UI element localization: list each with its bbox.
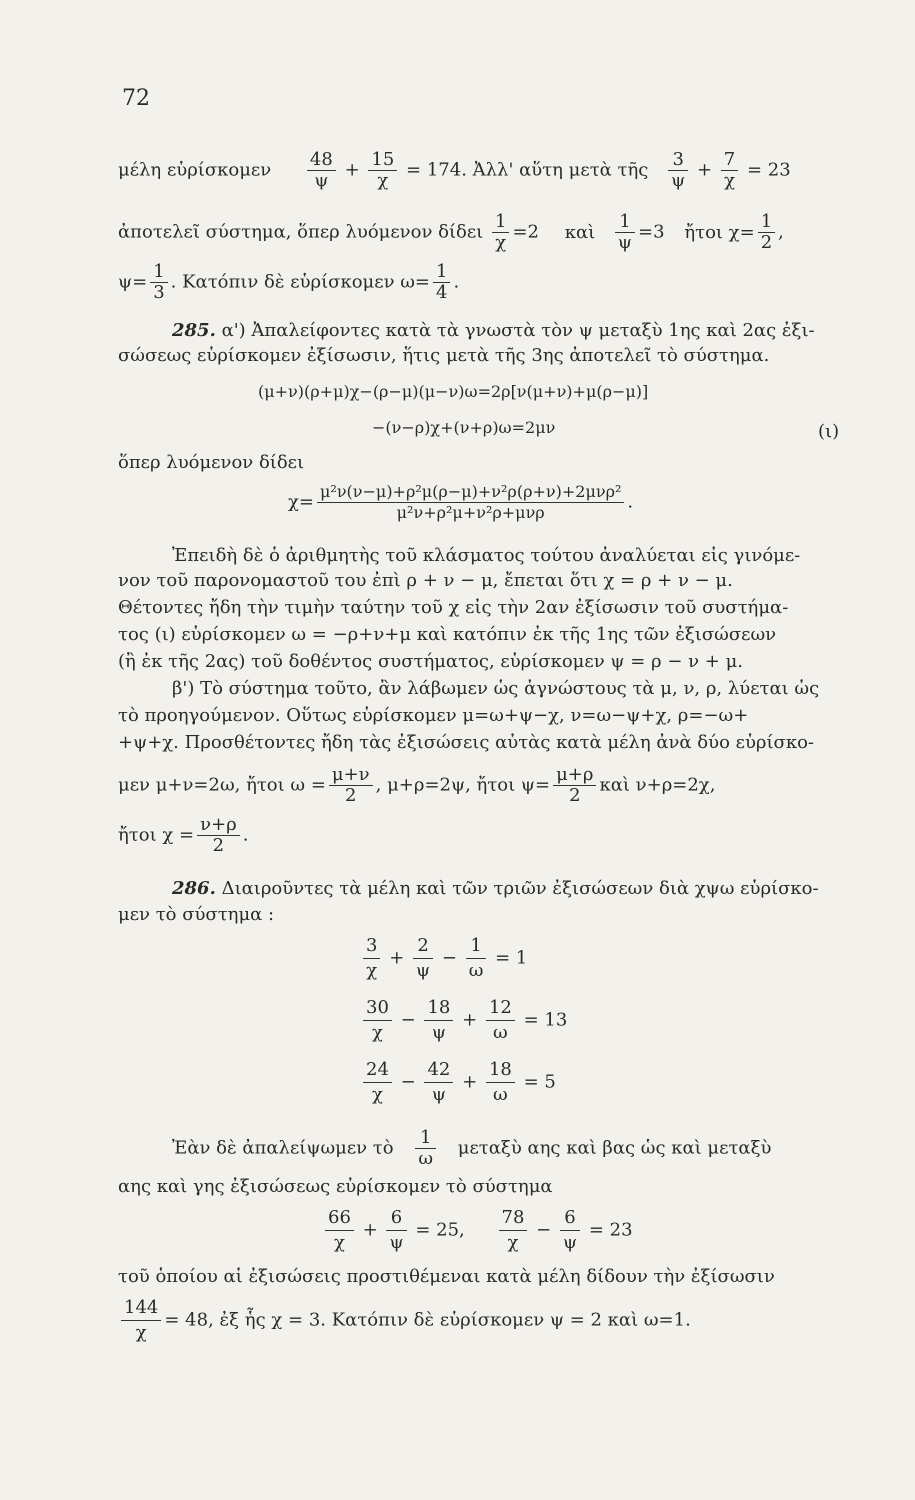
fraction: $\frac{2}{\psi}$ <box>413 934 433 983</box>
fraction: $\frac{1}{4}$ <box>433 262 450 303</box>
operator: . <box>453 271 460 293</box>
text-segment: ἤτοι χ = <box>118 824 195 846</box>
fraction: $\frac{\nu+\rho}{2}$ <box>197 815 240 856</box>
text-line <box>172 1128 771 1169</box>
section-286-line-1 <box>172 878 819 900</box>
operator: + <box>389 947 405 969</box>
section-number: 285. <box>172 320 216 341</box>
text-line <box>118 815 248 856</box>
fraction: $\frac{48}{\psi}$ <box>307 150 336 191</box>
fraction: $\frac{24}{\chi}$ <box>363 1058 392 1107</box>
text-line: τὸ προηγούμενον. Οὕτως εὑρίσκομεν μ=ω+ψ−χ, ν=ω−ψ+χ, ρ=−ω+ <box>118 705 749 726</box>
text-segment: = 25, <box>415 1219 465 1241</box>
system-eq-2 <box>360 996 567 1045</box>
text-segment: α') Ἀπαλείφοντες κατὰ τὰ γνωστὰ τὸν ψ μεταξὺ 1ης καὶ 2ας ἐξι- <box>221 320 815 341</box>
text-line: (ἢ ἐκ τῆς 2ας) τοῦ δοθέντος συστήματος, εὑρίσκομεν ψ = ρ − ν + μ. <box>118 651 744 672</box>
text-segment: μεν μ+ν=2ω, ἤτοι ω = <box>118 774 326 796</box>
text-line <box>118 150 791 191</box>
operator: , <box>778 221 784 243</box>
text-line: Θέτοντες ἤδη τὴν τιμὴν ταύτην τοῦ χ εἰς τὴν 2αν ἐξίσωσιν τοῦ συστήμα- <box>118 597 789 618</box>
text-segment: καὶ <box>564 221 596 243</box>
page-number: 72 <box>122 86 150 111</box>
fraction: $\frac{\mu+\rho}{2}$ <box>553 765 596 806</box>
fraction: $\frac{7}{\chi}$ <box>721 150 738 191</box>
fraction: $\frac{78}{\chi}$ <box>499 1206 528 1255</box>
text-line: νον τοῦ παρονομαστοῦ του ἐπὶ ρ + ν − μ, ἔπεται ὅτι χ = ρ + ν − μ. <box>118 570 733 591</box>
fraction: $\frac{1}{\psi}$ <box>615 212 635 253</box>
operator: . <box>242 824 249 846</box>
text-line <box>118 262 459 303</box>
text-segment: =2 <box>512 221 539 243</box>
text-segment: Ἐὰν δὲ ἀπαλείψωμεν τὸ <box>172 1137 394 1159</box>
text-segment: =3 <box>638 221 665 243</box>
equation-2: −(ν−ρ)χ+(ν+ρ)ω=2μν <box>372 418 556 437</box>
text-segment: = 174. Ἀλλ' αὕτη μετὰ τῆς <box>406 159 649 181</box>
operator: + <box>462 1009 478 1031</box>
fraction: $\frac{18}{\omega}$ <box>486 1058 515 1107</box>
text-segment: μεταξὺ αης καὶ βας ὡς καὶ μεταξὺ <box>457 1137 772 1159</box>
operator: − <box>400 1071 416 1093</box>
system-eq-1 <box>360 934 527 983</box>
operator: + <box>344 159 360 181</box>
text-line: Ἐπειδὴ δὲ ὁ ἀριθμητὴς τοῦ κλάσματος τούτου ἀναλύεται εἰς γινόμε- <box>172 545 801 566</box>
text-segment: . Κατόπιν δὲ εὑρίσκομεν ω= <box>170 271 430 293</box>
text-segment: ἤτοι χ= <box>684 221 755 243</box>
fraction: $\frac{\text{μ²ν(ν−μ)+ρ²μ(ρ−μ)+ν²ρ(ρ+ν)+2μνρ²}}{\text{μ²ν+ρ²μ+ν²ρ+μνρ}}$ <box>317 482 624 523</box>
text-line: αης καὶ γης ἐξισώσεως εὑρίσκομεν τὸ σύστημα <box>118 1176 553 1197</box>
text-line <box>118 765 715 806</box>
text-line: τος (ι) εὑρίσκομεν ω = −ρ+ν+μ καὶ κατόπιν ἐκ τῆς 1ης τῶν ἐξισώσεων <box>118 624 777 645</box>
text-segment: χ= <box>288 491 314 513</box>
text-segment: μέλη εὑρίσκομεν <box>118 159 272 181</box>
text-segment: Διαιροῦντες τὰ μέλη καὶ τῶν τριῶν ἐξισώσεων διὰ χψω εὑρίσκο- <box>221 878 819 899</box>
text-segment: = 48, ἐξ ἧς χ = 3. Κατόπιν δὲ εὑρίσκομεν ψ = 2 καὶ ω=1. <box>164 1309 691 1331</box>
text-line: σώσεως εὑρίσκομεν ἐξίσωσιν, ἥτις μετὰ τῆς 3ης ἀποτελεῖ τὸ σύστημα. <box>118 345 770 366</box>
text-line: τοῦ ὁποίου αἱ ἐξισώσεις προστιθέμεναι κατὰ μέλη δίδουν τὴν ἐξίσωσιν <box>118 1266 775 1287</box>
text-segment: = 23 <box>746 159 791 181</box>
fraction: $\frac{30}{\chi}$ <box>363 996 392 1045</box>
operator: + <box>362 1219 378 1241</box>
fraction: $\frac{15}{\chi}$ <box>368 150 397 191</box>
fraction: $\frac{12}{\omega}$ <box>486 996 515 1045</box>
fraction: $\frac{144}{\chi}$ <box>121 1296 161 1345</box>
fraction: $\frac{1}{2}$ <box>758 212 775 253</box>
equation-1: (μ+ν)(ρ+μ)χ−(ρ−μ)(μ−ν)ω=2ρ[ν(μ+ν)+μ(ρ−μ)] <box>258 382 649 401</box>
text-line: β') Τὸ σύστημα τοῦτο, ἂν λάβωμεν ὡς ἀγνώστους τὰ μ, ν, ρ, λύεται ὡς <box>172 678 820 699</box>
text-line: +ψ+χ. Προσθέτοντες ἤδη τὰς ἐξισώσεις αὐτὰς κατὰ μέλη ἀνὰ δύο εὑρίσκο- <box>118 732 814 753</box>
text-line <box>118 212 784 253</box>
section-285-line-1 <box>172 320 815 342</box>
fraction: $\frac{18}{\psi}$ <box>424 996 453 1045</box>
text-line: μεν τὸ σύστημα : <box>118 904 275 925</box>
fraction: $\frac{42}{\psi}$ <box>424 1058 453 1107</box>
system-eq-3 <box>360 1058 556 1107</box>
operator: + <box>696 159 713 181</box>
text-line: ὅπερ λυόμενον δίδει <box>118 452 305 473</box>
fraction: $\frac{66}{\chi}$ <box>325 1206 354 1255</box>
text-segment: = 1 <box>495 947 528 969</box>
text-segment: ψ= <box>118 271 148 293</box>
operator: − <box>536 1219 552 1241</box>
fraction: $\frac{3}{\psi}$ <box>668 150 688 191</box>
operator: . <box>627 491 634 513</box>
fraction: $\frac{1}{\chi}$ <box>492 212 509 253</box>
text-segment: = 13 <box>523 1009 568 1031</box>
equation-label: (ι) <box>818 421 840 442</box>
chi-equation <box>288 482 633 523</box>
section-number: 286. <box>172 878 216 899</box>
operator: + <box>462 1071 478 1093</box>
fraction: $\frac{6}{\psi}$ <box>386 1206 406 1255</box>
derived-system <box>322 1206 633 1255</box>
fraction: $\frac{\mu+\nu}{2}$ <box>329 765 373 806</box>
text-segment: = 5 <box>523 1071 556 1093</box>
text-segment: ἀποτελεῖ σύστημα, ὅπερ λυόμενον δίδει <box>118 221 484 243</box>
text-line <box>118 1296 691 1345</box>
text-segment: καὶ ν+ρ=2χ, <box>599 774 716 796</box>
text-segment: , μ+ρ=2ψ, ἤτοι ψ= <box>375 774 551 796</box>
fraction: $\frac{3}{\chi}$ <box>363 934 380 983</box>
fraction: $\frac{1}{\omega}$ <box>415 1128 436 1169</box>
text-segment: = 23 <box>588 1219 633 1241</box>
fraction: $\frac{1}{\omega}$ <box>466 934 487 983</box>
fraction: $\frac{6}{\psi}$ <box>560 1206 580 1255</box>
operator: − <box>400 1009 416 1031</box>
operator: − <box>441 947 457 969</box>
fraction: $\frac{1}{3}$ <box>150 262 167 303</box>
